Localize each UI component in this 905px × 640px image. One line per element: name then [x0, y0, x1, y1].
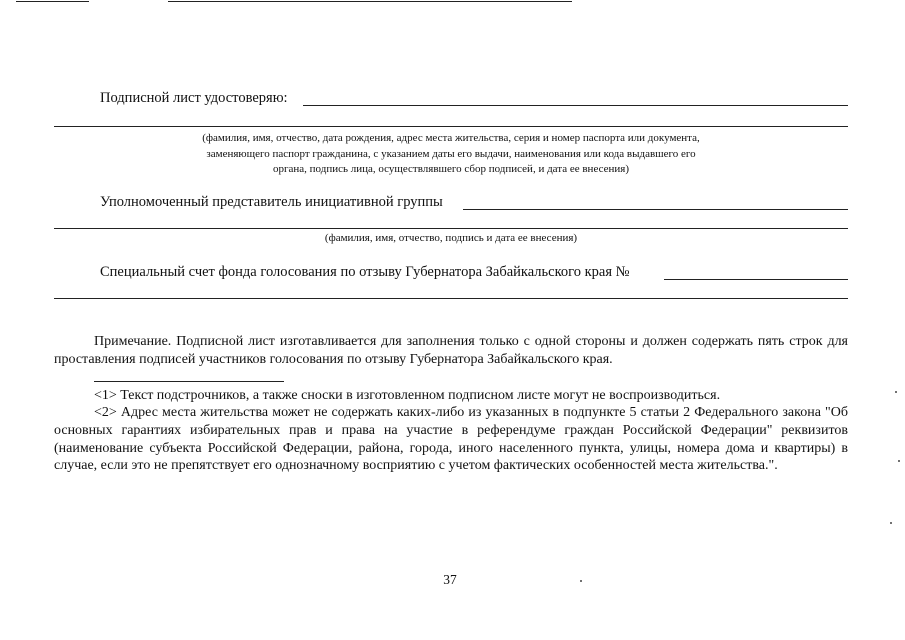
footnote-2: <2> Адрес места жительства может не содержать каких-либо из указанных в подпункте 5 статьи 2 Федерального закона "Об основных гарантиях избирательных прав и права на участие в референдуме граждан Российской Федерации" реквизитов (наименование субъекта Российской Федерации, района, города, иного населенного пункта, улицы, номера дома и квартиры) в случае, если это не препятствует его однозначному восприятию с учетом фактических особенностей места жительства.".	[54, 405, 848, 474]
top-rule-right	[168, 1, 572, 2]
representative-label: Уполномоченный представитель инициативной группы	[100, 194, 443, 210]
scan-speck	[895, 391, 897, 393]
representative-full-line	[54, 228, 848, 229]
footnote-separator	[94, 381, 284, 382]
certify-caption	[54, 131, 848, 178]
top-rule-left	[16, 1, 89, 2]
account-label: Специальный счет фонда голосования по отзыву Губернатора Забайкальского края №	[100, 264, 630, 280]
note-paragraph: Примечание. Подписной лист изготавливается для заполнения только с одной стороны и должен содержать пять строк для проставления подписей участников голосования по отзыву Губернатора Забайкальского края.	[54, 334, 848, 367]
representative-fill-line	[463, 209, 848, 210]
scan-speck	[890, 522, 892, 524]
certify-full-line	[54, 126, 848, 127]
account-full-line	[54, 298, 848, 299]
representative-caption: (фамилия, имя, отчество, подпись и дата ее внесения)	[324, 232, 578, 244]
certify-caption-line-2: заменяющего паспорт гражданина, с указанием даты его выдачи, наименования или кода выдавшего его	[206, 147, 696, 160]
certify-fill-line	[303, 105, 848, 106]
page-number: 37	[443, 572, 457, 587]
account-fill-line	[664, 279, 848, 280]
scan-speck	[580, 580, 582, 582]
certify-caption-line-3: органа, подпись лица, осуществлявшего сбор подписей, и дата ее внесения)	[273, 163, 629, 175]
certify-label: Подписной лист удостоверяю:	[100, 90, 288, 106]
scan-speck	[898, 460, 900, 462]
footnote-1: <1> Текст подстрочников, а также сноски в изготовленном подписном листе могут не воспроизводиться.	[94, 388, 721, 403]
certify-caption-line-1: (фамилия, имя, отчество, дата рождения, адрес места жительства, серия и номер паспорта или документа,	[202, 132, 700, 144]
